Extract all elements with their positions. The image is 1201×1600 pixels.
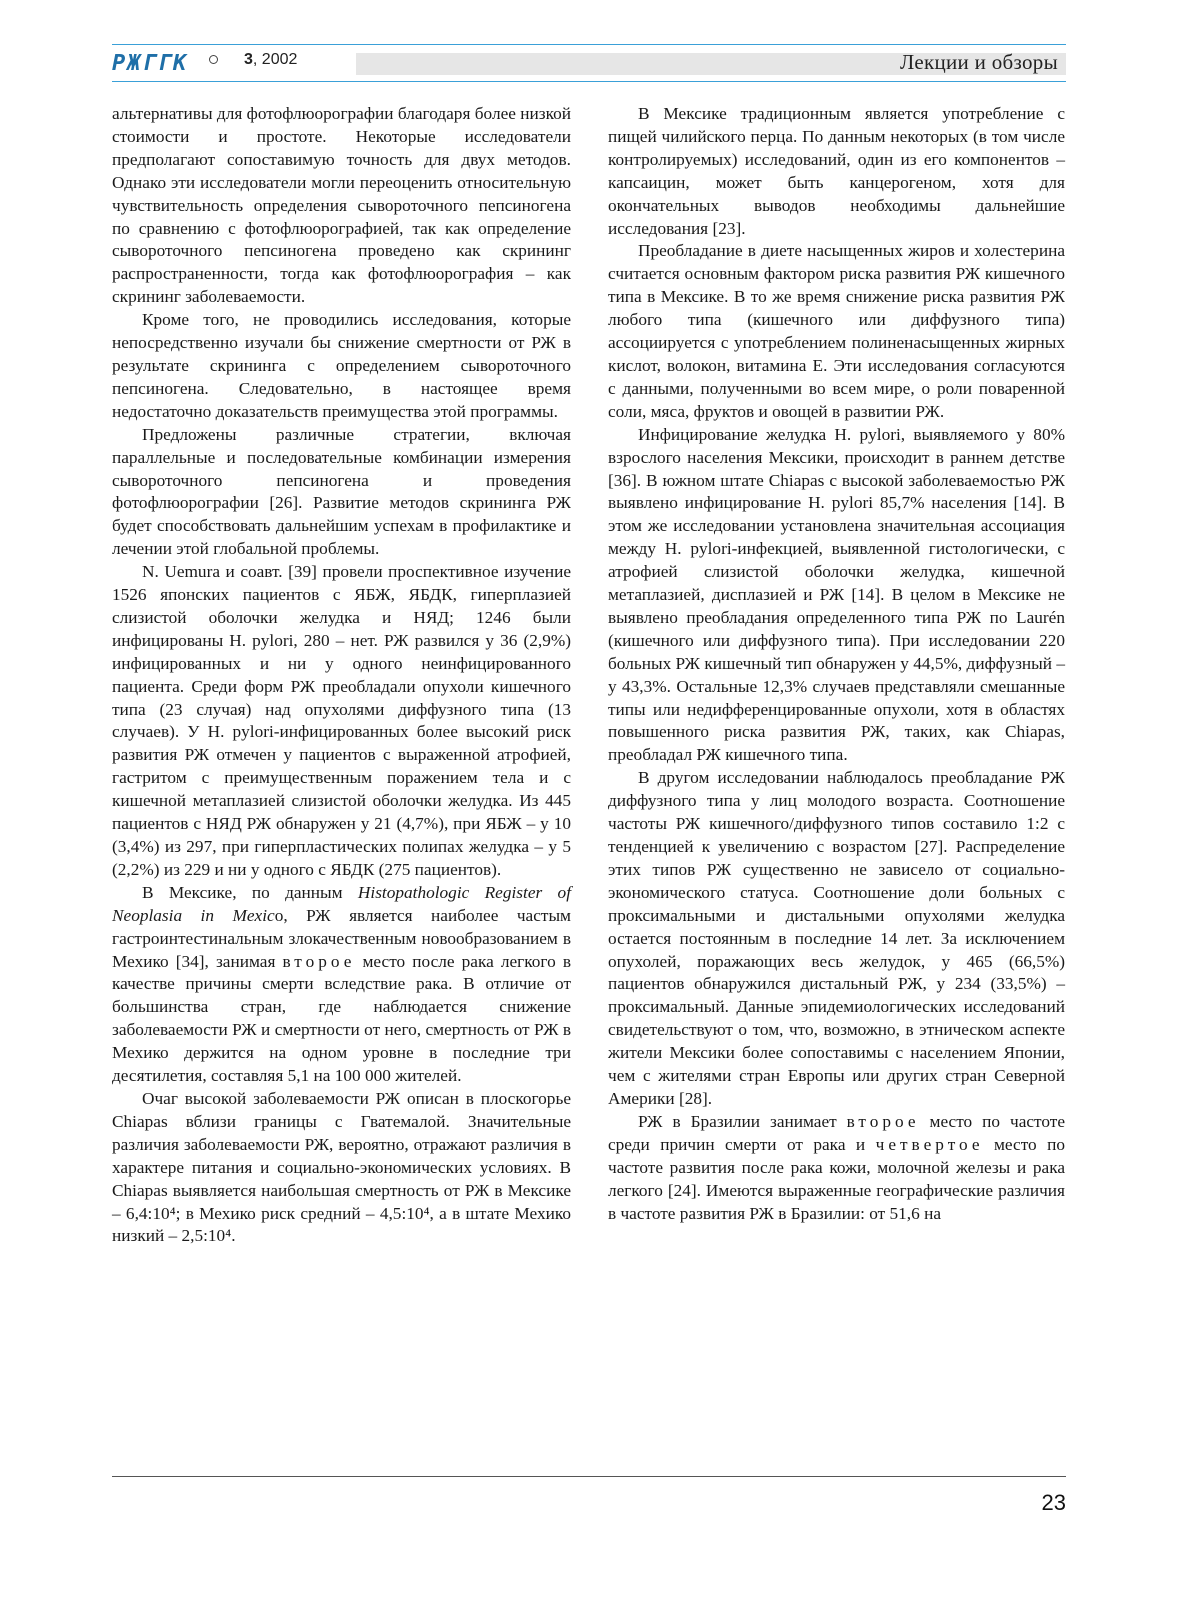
italic-title: Histopathologic Register of Neoplasia in Mexic (112, 882, 571, 925)
header-top-rule (112, 44, 1066, 45)
text-run: место после рака легкого в качестве причины смерти вследствие рака. В отличие от большинства стран, где наблюдается снижение заболеваемости РЖ и смертности от него, смертность от РЖ в Мехико держится на одном уровне в последние три десятилетия, составляя 5,1 на 100 000 жителей. (112, 951, 572, 1086)
paragraph: Инфицирование желудка H. pylori, выявляемого у 80% взрослого населения Мексики, происходит в раннем детстве [36]. В южном штате Chiapas с высокой заболеваемостью РЖ выявлено инфицирование H. pylori 85,7% населения [14]. В этом же исследовании установлена значительная ассоциация между H. pylori-инфекцией, выявленной гистологически, с атрофией слизистой оболочки желудка, кишечной метаплазией, дисплазией и РЖ [14]. В целом в Мексике не выявлено преобладания определенного типа РЖ по Laurén (кишечного или диффузного типа). При исследовании 220 больных РЖ кишечный тип обнаружен у 44,5%, диффузный – у 43,3%. Остальные 12,3% случаев представляли смешанные типы или недифференцированные опухоли, хотя в областях повышенного риска развития РЖ, таких, как Chiapas, преобладал РЖ кишечного типа. (608, 424, 1065, 765)
paragraph (608, 1111, 1065, 1226)
page-number: 23 (1041, 1490, 1066, 1515)
footer-rule (112, 1476, 1066, 1477)
issue-info (244, 51, 297, 69)
section-title: Лекции и обзоры (899, 50, 1058, 74)
right-column (608, 103, 1065, 1225)
paragraph: В другом исследовании наблюдалось преобладание РЖ диффузного типа у лиц молодого возраста. Соотношение частоты РЖ кишечного/диффузного типов составило 1:2 с тенденцией к увеличению с возрастом [27]. Распределение этих типов РЖ существенно не зависело от социально-экономического статуса. Соотношение доли больных с проксимальными и дистальными опухолями желудка остается постоянным в последние 14 лет. За исключением опухолей, поражающих весь желудок, у 465 (66,5%) пациентов обнаружился дистальный РЖ, у 234 (33,5%) – проксимальный. Данные эпидемиологических исследований свидетельствуют о том, что, возможно, в этническом аспекте жители Мексики более сопоставимы с населением Японии, чем с жителями стран Европы или других стран Северной Америки [28]. (608, 768, 1065, 1108)
text-run: место по частоте среди причин смерти от рака и (608, 1111, 1065, 1154)
issue-year: , 2002 (252, 51, 298, 68)
paragraph: Предложены различные стратегии, включая параллельные и последовательные комбинации измерения сывороточного пепсиногена и проведения фотофлюорографии [26]. Развитие методов скрининга РЖ будет способствовать дальнейшим успехам в профилактике и лечении этой глобальной проблемы. (112, 424, 571, 559)
spaced-word: четвертое (875, 1134, 984, 1154)
paragraph (112, 882, 571, 1088)
left-column (112, 103, 571, 1248)
paragraph: Кроме того, не проводились исследования, которые непосредственно изучали бы снижение смертности от РЖ в результате скрининга с определением сывороточного пепсиногена. Следовательно, в настоящее время недостаточно доказательств преимущества этой программы. (112, 310, 571, 421)
journal-logo: РЖГГК (112, 50, 189, 76)
header-bottom-rule (112, 81, 1066, 82)
issue-number: 3 (244, 51, 253, 68)
paragraph: альтернативы для фотофлюорографии благодаря более низкой стоимости и простоте. Некоторые исследователи предполагают сопоставимую точность для двух методов. Однако эти исследователи могли переоценить относительную чувствительность определения сывороточного пепсиногена по сравнению с фотофлюорографией, так как определение сывороточного пепсиногена проведено как скрининг распространенности, тогда как фотофлюорография – как скрининг заболеваемости. (112, 104, 571, 307)
spaced-word: второе (846, 1111, 920, 1131)
bullet-icon (209, 55, 218, 64)
paragraph: Очаг высокой заболеваемости РЖ описан в плоскогорье Chiapas вблизи границы с Гватемалой. Значительные различия заболеваемости РЖ, вероятно, отражают различия в характере питания и социально-экономических условиях. В Chiapas выявляется наибольшая смертность от РЖ в Мексике – 6,4:10⁴; в Мехико риск средний – 4,5:10⁴, а в штате Мехико низкий – 2,5:10⁴. (112, 1088, 571, 1246)
text-run: o, РЖ является наиболее частым гастроинтестинальным злокачественным новообразованием в Мехико [34], занимая (112, 905, 571, 971)
text-run: РЖ в Бразилии занимает (638, 1111, 847, 1131)
paragraph: N. Uemura и соавт. [39] провели проспективное изучение 1526 японских пациентов с ЯБЖ, ЯБДК, гиперплазией слизистой оболочки желудка и НЯД; 1246 были инфицированы H. pylori, 280 – нет. РЖ развился у 36 (2,9%) инфицированных и ни у одного неинфицированного пациента. Среди форм РЖ преобладали опухоли кишечного типа (23 случая) над опухолями диффузного типа (13 случаев). У H. pylori-инфицированных более высокий риск развития РЖ отмечен у пациентов с выраженной атрофией, гастритом с преимущественным поражением тела и с кишечной метаплазией слизистой оболочки желудка. Из 445 пациентов с НЯД РЖ обнаружен у 21 (4,7%), при ЯБЖ – у 10 (3,4%) из 297, при гиперпластических полипах желудка – у 5 (2,2%) из 229 и ни у одного с ЯБДК (275 пациентов). (112, 562, 571, 879)
text-run: место по частоте развития после рака кожи, молочной железы и рака легкого [24]. Имеются выраженные географические различия в частоте развития РЖ в Бразилии: от 51,6 на (608, 1134, 1066, 1223)
spaced-word: второе (282, 951, 356, 971)
paragraph: В Мексике традиционным является употребление с пищей чилийского перца. По данным некоторых (в том числе контролируемых) исследований, один из его компонентов – капсаицин, может быть канцерогеном, хотя для окончательных выводов необходимы дальнейшие исследования [23]. (608, 104, 1065, 238)
paragraph: Преобладание в диете насыщенных жиров и холестерина считается основным фактором риска развития РЖ кишечного типа в Мексике. В то же время снижение риска развития РЖ любого типа (кишечного или диффузного типа) ассоциируется с употреблением полиненасыщенных жирных кислот, волокон, витамина Е. Эти исследования согласуются с данными, полученными во всем мире, о роли поваренной соли, мяса, фруктов и овощей в развитии РЖ. (608, 241, 1065, 421)
text-run: В Мексике, по данным (142, 882, 358, 902)
